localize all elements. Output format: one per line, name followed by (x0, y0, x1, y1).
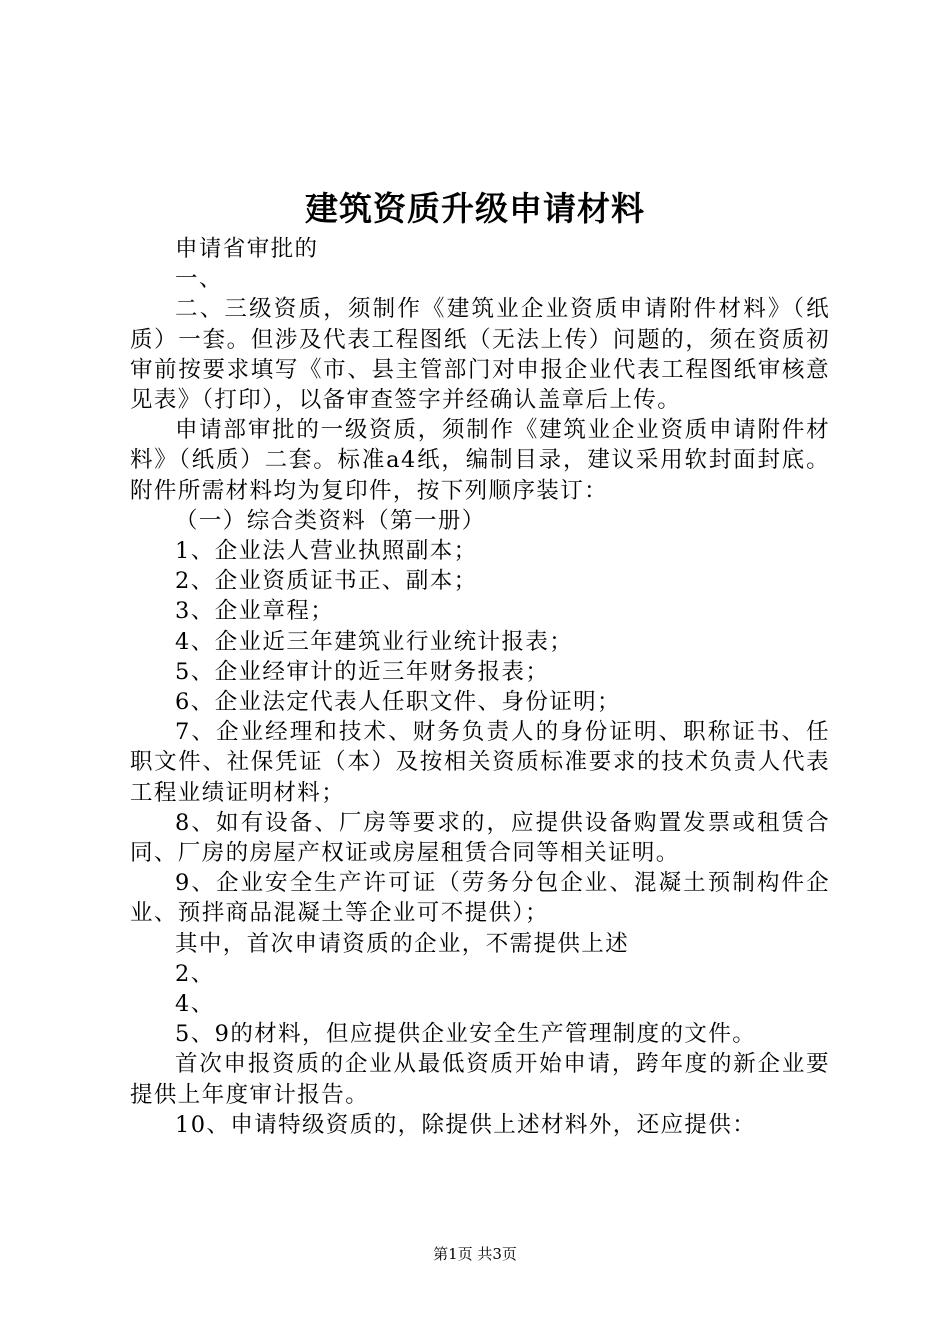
paragraph: 7、企业经理和技术、财务负责人的身份证明、职称证书、任职文件、社保凭证（本）及按相关资质标准要求的技术负责人代表工程业绩证明材料； (130, 719, 830, 806)
paragraph: 2、企业资质证书正、副本； (175, 568, 478, 595)
paragraph: 6、企业法定代表人任职文件、身份证明； (175, 689, 621, 716)
paragraph: 4、企业近三年建筑业行业统计报表； (175, 628, 574, 655)
paragraph: 5、9的材料，但应提供企业安全生产管理制度的文件。 (175, 1021, 757, 1048)
paragraph: 二、三级资质，须制作《建筑业企业资质申请附件材料》（纸质）一套。但涉及代表工程图纸（无法上传）问题的，须在资质初审前按要求填写《市、县主管部门对申报企业代表工程图纸审核意见表》（打印），以备审查签字并经确认盖章后上传。 (130, 296, 830, 414)
paragraph: 其中，首次申请资质的企业，不需提供上述 (175, 930, 630, 957)
paragraph: 首次申报资质的企业从最低资质开始申请，跨年度的新企业要提供上年度审计报告。 (130, 1051, 830, 1108)
document-body (130, 234, 830, 1140)
paragraph: 3、企业章程； (175, 598, 335, 625)
paragraph: 10、申请特级资质的，除提供上述材料外，还应提供： (175, 1111, 757, 1138)
paragraph: 8、如有设备、厂房等要求的，应提供设备购置发票或租赁合同、厂房的房屋产权证或房屋租赁合同等相关证明。 (130, 809, 830, 867)
paragraph: （一）综合类资料（第一册） (175, 507, 486, 534)
paragraph: 5、企业经审计的近三年财务报表； (175, 658, 550, 685)
paragraph: 1、企业法人营业执照副本； (175, 538, 478, 565)
page-number-footer: 第1页 共3页 (433, 1245, 517, 1263)
document-title: 建筑资质升级申请材料 (305, 189, 645, 228)
paragraph: 申请部审批的一级资质，须制作《建筑业企业资质申请附件材料》（纸质）二套。标准a4纸，编制目录，建议采用软封面封底。附件所需材料均为复印件，按下列顺序装订： (130, 417, 830, 504)
paragraph: 一、 (175, 266, 223, 293)
paragraph: 9、企业安全生产许可证（劳务分包企业、混凝土预制构件企业、预拌商品混凝土等企业可不提供）； (130, 870, 830, 927)
paragraph: 4、 (175, 991, 215, 1018)
paragraph: 申请省审批的 (175, 236, 319, 262)
paragraph: 2、 (175, 960, 215, 987)
